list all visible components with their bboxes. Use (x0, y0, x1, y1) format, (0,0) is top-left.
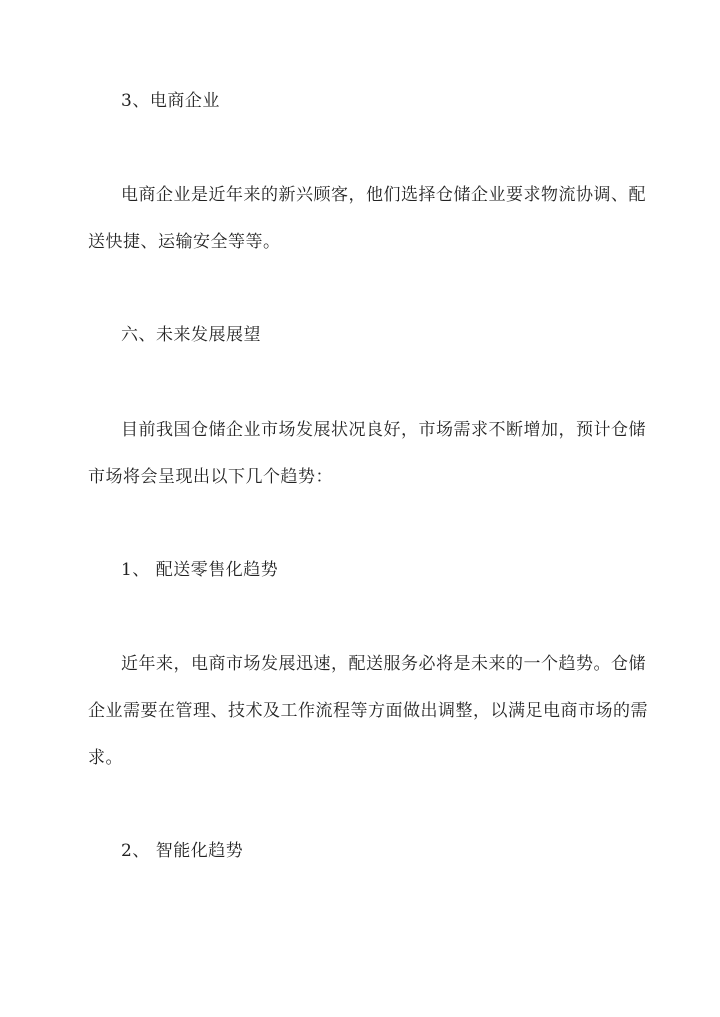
paragraph-retail-line-3: 求。 (88, 748, 123, 768)
paragraph-outlook-line-1: 目前我国仓储企业市场发展状况良好，市场需求不断增加，预计仓储 (121, 420, 646, 440)
paragraph-retail-line-2: 企业需要在管理、技术及工作流程等方面做出调整，以满足电商市场的需 (88, 701, 648, 721)
paragraph-ecommerce-line-1: 电商企业是近年来的新兴顾客，他们选择仓储企业要求物流协调、配 (121, 185, 646, 205)
section-heading-ecommerce: 3、电商企业 (121, 91, 220, 111)
trend-heading-intelligent: 2、 智能化趋势 (121, 841, 244, 861)
paragraph-retail-line-1: 近年来，电商市场发展迅速，配送服务必将是未来的一个趋势。仓储 (121, 654, 646, 674)
section-heading-future-outlook: 六、未来发展展望 (121, 325, 261, 345)
trend-heading-retail-delivery: 1、 配送零售化趋势 (121, 560, 279, 580)
paragraph-ecommerce-line-2: 送快捷、运输安全等等。 (88, 232, 281, 252)
paragraph-outlook-line-2: 市场将会呈现出以下几个趋势： (88, 467, 333, 487)
